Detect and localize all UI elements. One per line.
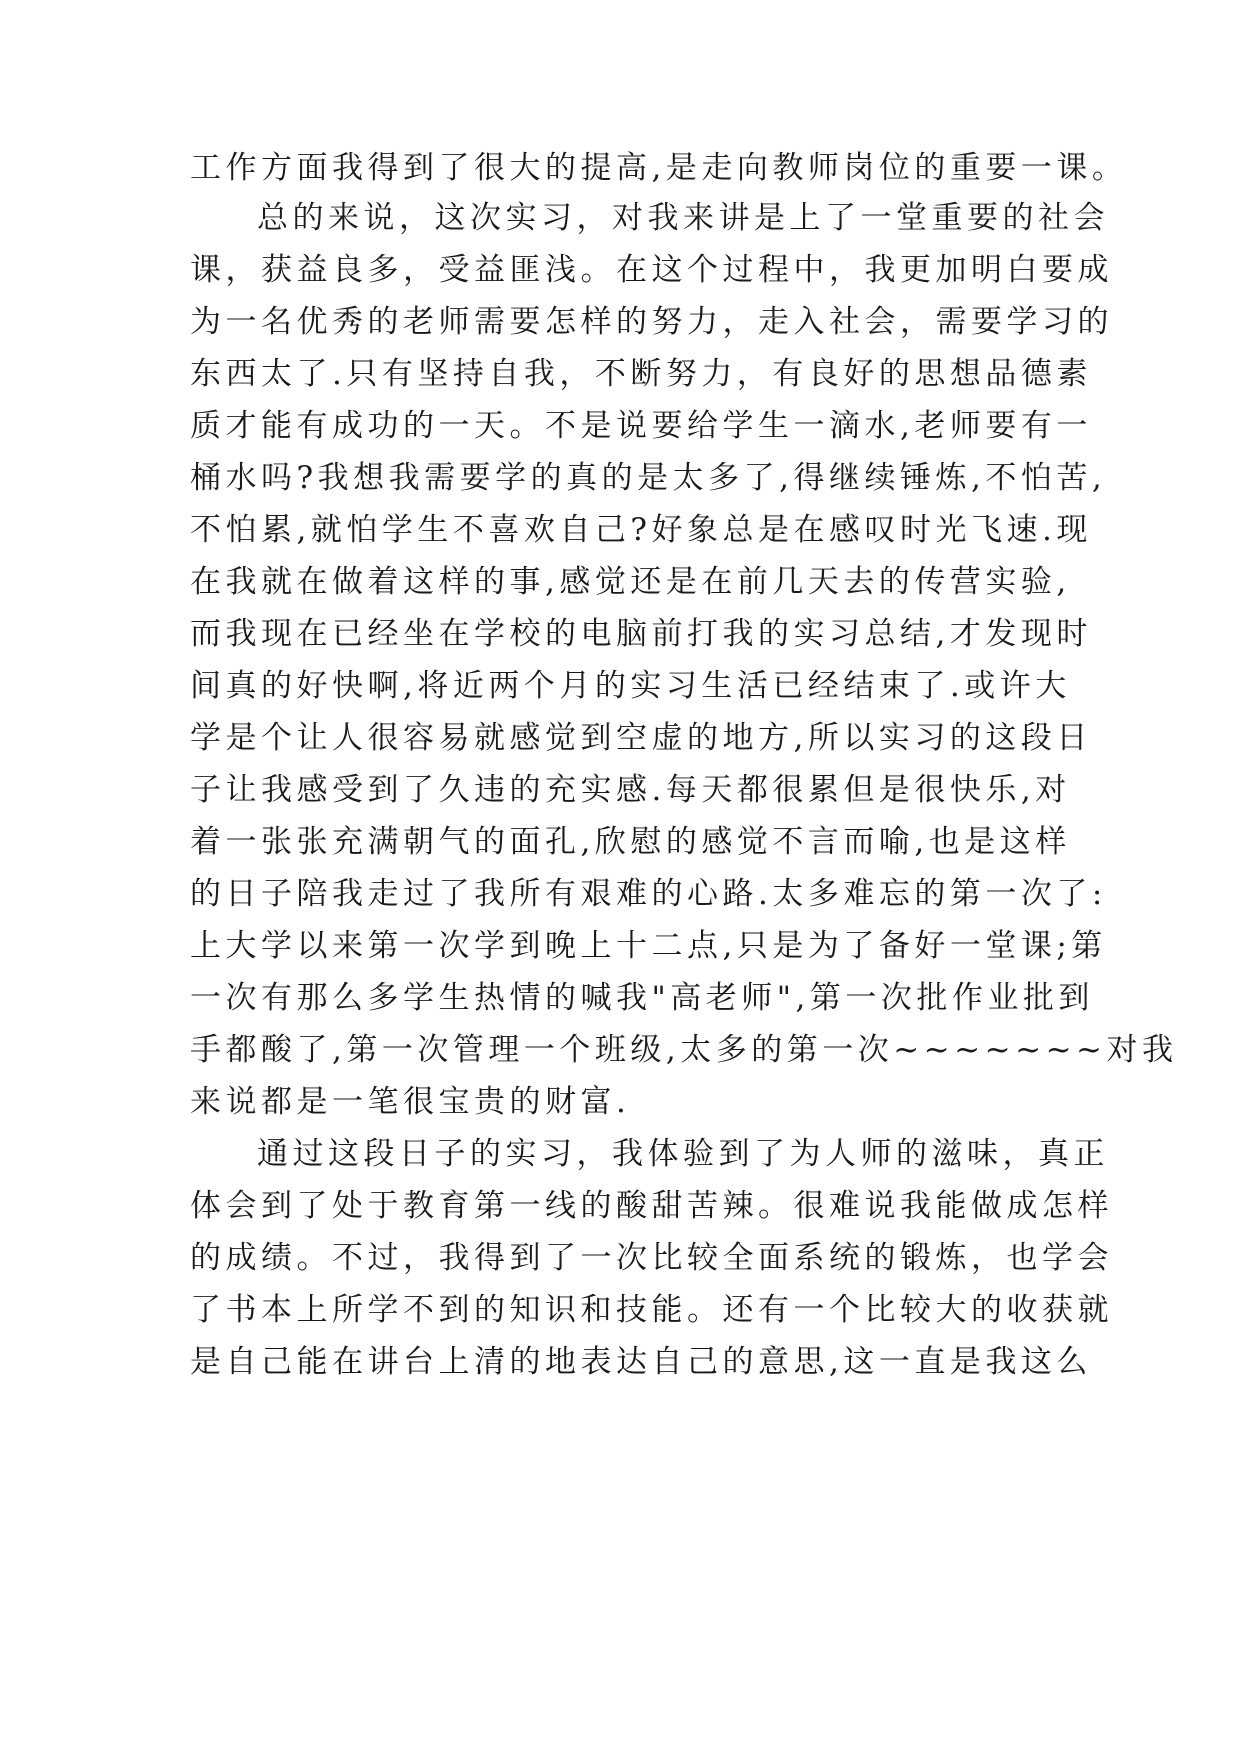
text-line: 的日子陪我走过了我所有艰难的心路.太多难忘的第一次了: (190, 876, 1107, 912)
text-line: 的成绩。不过，我得到了一次比较全面系统的锻炼，也学会 (190, 1240, 1113, 1276)
text-line: 工作方面我得到了很大的提高,是走向教师岗位的重要一课。 (190, 150, 1128, 186)
paragraph-start-line: 总的来说，这次实习，对我来讲是上了一堂重要的社会 (257, 200, 1109, 236)
text-line: 着一张张充满朝气的面孔,欣慰的感觉不言而喻,也是这样 (190, 824, 1071, 860)
paragraph-start-line: 通过这段日子的实习，我体验到了为人师的滋味，真正 (257, 1136, 1109, 1172)
text-line: 质才能有成功的一天。不是说要给学生一滴水,老师要有一 (190, 408, 1092, 444)
text-line: 桶水吗?我想我需要学的真的是太多了,得继续锤炼,不怕苦, (190, 460, 1107, 496)
text-line: 手都酸了,第一次管理一个班级,太多的第一次~~~~~~~对我 (190, 1032, 1178, 1068)
text-line: 学是个让人很容易就感觉到空虚的地方,所以实习的这段日 (190, 720, 1092, 756)
text-line: 是自己能在讲台上清的地表达自己的意思,这一直是我这么 (190, 1344, 1092, 1380)
text-line: 而我现在已经坐在学校的电脑前打我的实习总结,才发现时 (190, 616, 1092, 652)
text-line: 体会到了处于教育第一线的酸甜苦辣。很难说我能做成怎样 (190, 1188, 1113, 1224)
text-line: 上大学以来第一次学到晚上十二点,只是为了备好一堂课;第 (190, 928, 1107, 964)
text-line: 了书本上所学不到的知识和技能。还有一个比较大的收获就 (190, 1292, 1113, 1328)
text-line: 不怕累,就怕学生不喜欢自己?好象总是在感叹时光飞速.现 (190, 512, 1092, 548)
text-line: 子让我感受到了久违的充实感.每天都很累但是很快乐,对 (190, 772, 1071, 808)
text-line: 间真的好快啊,将近两个月的实习生活已经结束了.或许大 (190, 668, 1071, 704)
text-line: 在我就在做着这样的事,感觉还是在前几天去的传营实验, (190, 564, 1071, 600)
text-line: 一次有那么多学生热情的喊我"高老师",第一次批作业批到 (190, 980, 1094, 1016)
text-line: 来说都是一笔很宝贵的财富. (190, 1084, 631, 1120)
text-line: 为一名优秀的老师需要怎样的努力，走入社会，需要学习的 (190, 304, 1113, 340)
text-line: 东西太了.只有坚持自我，不断努力，有良好的思想品德素 (190, 356, 1092, 392)
text-line: 课，获益良多，受益匪浅。在这个过程中，我更加明白要成 (190, 252, 1113, 288)
